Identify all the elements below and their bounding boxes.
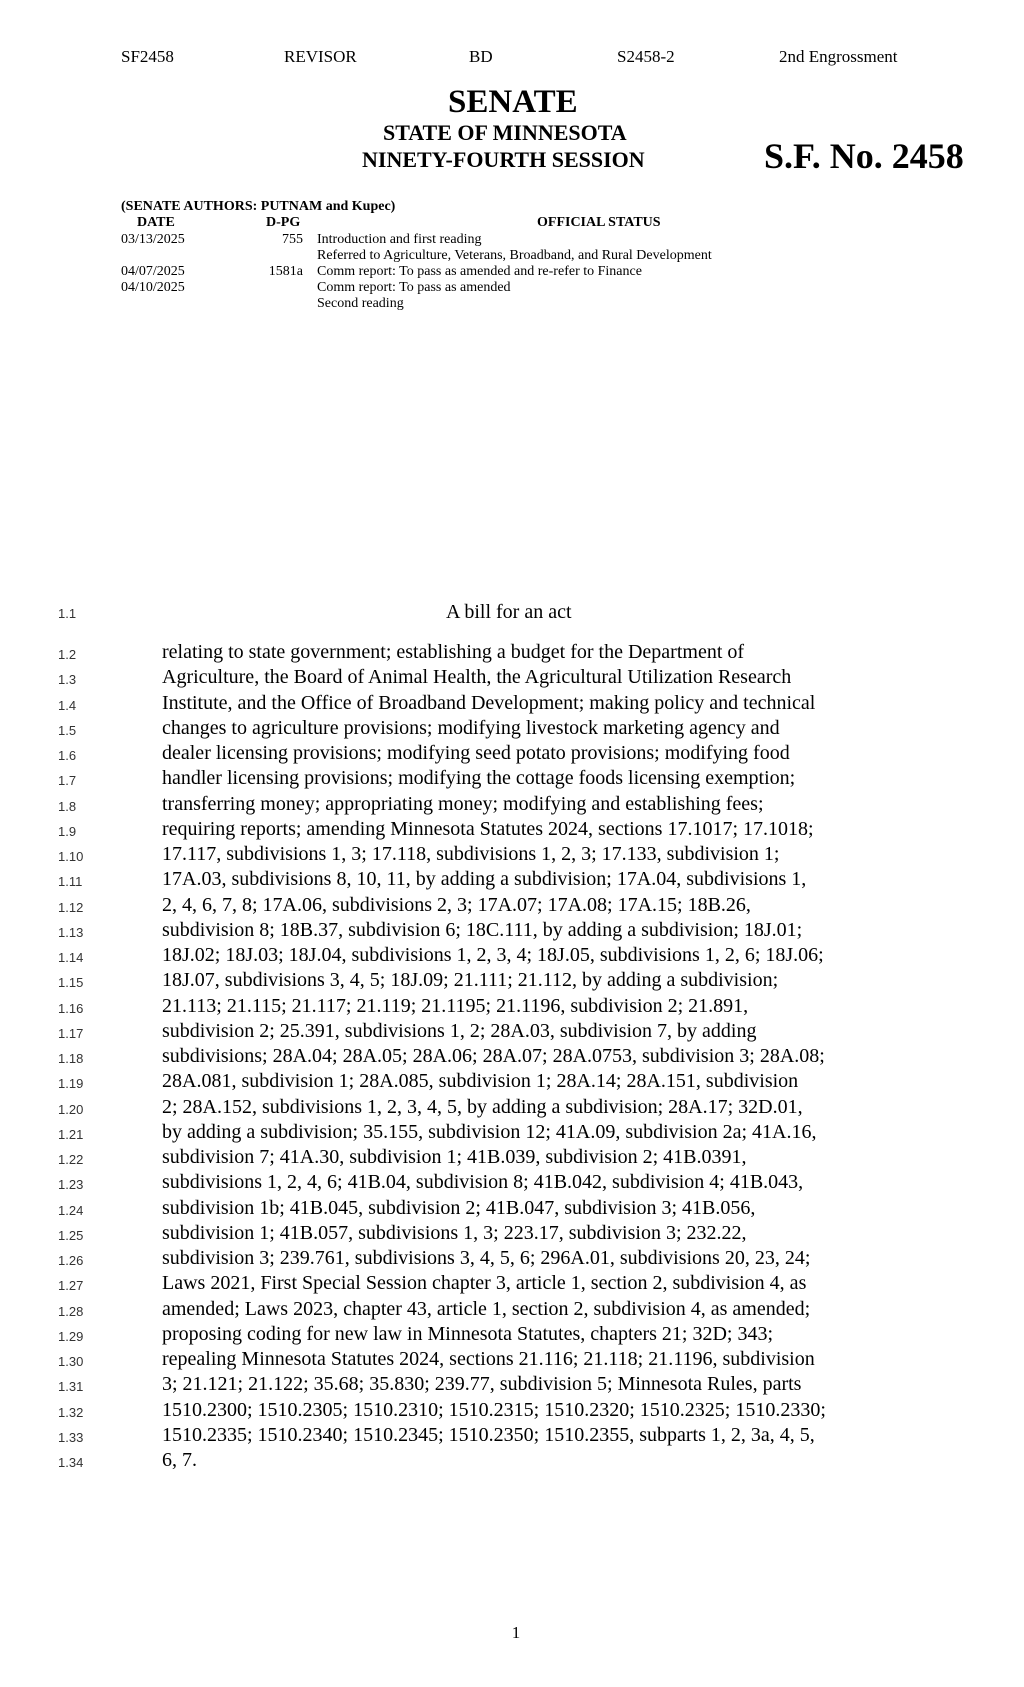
- bill-line: [0, 1424, 1024, 1449]
- line-number: 1.6: [58, 748, 77, 763]
- status-date: 04/07/2025: [121, 264, 185, 279]
- bill-line-text: 1510.2335; 1510.2340; 1510.2345; 1510.2350; 1510.2355, subparts 1, 2, 3a, 4, 5,: [162, 1423, 815, 1446]
- bill-line: [0, 1373, 1024, 1398]
- bill-line: [0, 868, 1024, 893]
- bill-line: [0, 717, 1024, 742]
- bill-line: [0, 666, 1024, 691]
- bill-line-text: 2, 4, 6, 7, 8; 17A.06, subdivisions 2, 3; 17A.07; 17A.08; 17A.15; 18B.26,: [162, 893, 751, 916]
- line-number: 1.31: [58, 1379, 84, 1395]
- bill-line-text: requiring reports; amending Minnesota Statutes 2024, sections 17.1017; 17.1018;: [162, 817, 814, 840]
- bill-line: [0, 1171, 1024, 1196]
- line-number: 1.10: [58, 849, 84, 864]
- line-number: 1.22: [58, 1152, 84, 1167]
- bill-line-text: 17.117, subdivisions 1, 3; 17.118, subdivisions 1, 2, 3; 17.133, subdivision 1;: [162, 843, 780, 865]
- line-number: 1.25: [58, 1227, 84, 1243]
- bill-line-text: Institute, and the Office of Broadband Development; making policy and technical: [162, 691, 816, 714]
- status-dpg: 755: [282, 232, 303, 247]
- bill-line-text: 17A.03, subdivisions 8, 10, 11, by adding a subdivision; 17A.04, subdivisions 1,: [162, 868, 807, 891]
- status-text: Comm report: To pass as amended: [317, 280, 511, 295]
- bill-line: [0, 1449, 1024, 1474]
- bill-line: [0, 919, 1024, 944]
- senate-authors: (SENATE AUTHORS: PUTNAM and Kupec): [121, 199, 396, 214]
- bill-line-text: subdivision 3; 239.761, subdivisions 3, 4, 5, 6; 296A.01, subdivisions 20, 23, 24;: [162, 1247, 811, 1269]
- bill-line-text: 3; 21.121; 21.122; 35.68; 35.830; 239.77, subdivision 5; Minnesota Rules, parts: [162, 1373, 802, 1396]
- line-number: 1.27: [58, 1278, 84, 1294]
- bill-line: [0, 692, 1024, 717]
- bill-line-text: 18J.07, subdivisions 3, 4, 5; 18J.09; 21.111; 21.112, by adding a subdivision;: [162, 969, 779, 992]
- bill-number: S.F. No. 2458: [764, 136, 964, 176]
- bill-line-text: 1510.2300; 1510.2305; 1510.2310; 1510.2315; 1510.2320; 1510.2325; 1510.2330;: [162, 1398, 826, 1421]
- bill-line-text: proposing coding for new law in Minnesota Statutes, chapters 21; 32D; 343;: [162, 1322, 774, 1345]
- status-row: [0, 232, 1024, 248]
- status-header-date: DATE: [137, 215, 175, 230]
- bill-line-text: changes to agriculture provisions; modifying livestock marketing agency and: [162, 716, 780, 739]
- status-row: [0, 264, 1024, 280]
- bill-line: [0, 1020, 1024, 1045]
- status-text: Comm report: To pass as amended and re-refer to Finance: [317, 264, 642, 279]
- bill-line: [0, 1197, 1024, 1222]
- line-number: 1.14: [58, 950, 84, 965]
- bill-line: [0, 1348, 1024, 1373]
- header-file-id: SF2458: [121, 47, 174, 66]
- bill-line-text: subdivision 1; 41B.057, subdivisions 1, 3; 223.17, subdivision 3; 232.22,: [162, 1221, 747, 1244]
- bill-line-text: subdivision 7; 41A.30, subdivision 1; 41B.039, subdivision 2; 41B.0391,: [162, 1146, 747, 1168]
- bill-line-text: transferring money; appropriating money; modifying and establishing fees;: [162, 792, 764, 815]
- status-header-official-status: OFFICIAL STATUS: [537, 215, 661, 230]
- line-number: 1.17: [58, 1025, 84, 1041]
- bill-line: [0, 1399, 1024, 1424]
- line-number: 1.29: [58, 1328, 84, 1344]
- bill-line: [0, 969, 1024, 994]
- bill-line-text: Laws 2021, First Special Session chapter 3, article 1, section 2, subdivision 4, as: [162, 1272, 807, 1295]
- bill-line-text: 6, 7.: [162, 1449, 197, 1471]
- line-number: 1.11: [58, 874, 83, 890]
- bill-line-text: 18J.02; 18J.03; 18J.04, subdivisions 1, 2, 3, 4; 18J.05, subdivisions 1, 2, 6; 18J.06;: [162, 944, 824, 966]
- bill-line-text: by adding a subdivision; 35.155, subdivision 12; 41A.09, subdivision 2a; 41A.16,: [162, 1120, 817, 1143]
- bill-line-text: 28A.081, subdivision 1; 28A.085, subdivision 1; 28A.14; 28A.151, subdivision: [162, 1070, 799, 1093]
- bill-line-text: Agriculture, the Board of Animal Health, the Agricultural Utilization Research: [162, 666, 792, 689]
- bill-line: [0, 1272, 1024, 1297]
- bill-line-text: subdivision 8; 18B.37, subdivision 6; 18C.111, by adding a subdivision; 18J.01;: [162, 918, 803, 941]
- bill-line: [0, 641, 1024, 666]
- bill-line: [0, 1045, 1024, 1070]
- status-text: Second reading: [317, 296, 404, 311]
- bill-line-text: 2; 28A.152, subdivisions 1, 2, 3, 4, 5, by adding a subdivision; 28A.17; 32D.01,: [162, 1095, 803, 1118]
- header-version: S2458-2: [617, 47, 675, 66]
- bill-line: [0, 767, 1024, 792]
- status-date: 04/10/2025: [121, 280, 185, 295]
- line-number: 1.4: [58, 697, 77, 713]
- bill-line: [0, 944, 1024, 969]
- status-row: [0, 296, 1024, 312]
- line-number: 1.21: [58, 1126, 84, 1142]
- bill-line-text: relating to state government; establishing a budget for the Department of: [162, 641, 745, 663]
- bill-line-text: handler licensing provisions; modifying the cottage foods licensing exemption;: [162, 767, 796, 790]
- bill-line-text: subdivision 2; 25.391, subdivisions 1, 2; 28A.03, subdivision 7, by adding: [162, 1019, 757, 1042]
- line-number: 1.3: [58, 672, 77, 688]
- line-number: 1.12: [58, 899, 84, 915]
- bill-line: [0, 793, 1024, 818]
- line-number: 1.23: [58, 1177, 84, 1193]
- bill-heading-text: A bill for an act: [446, 601, 572, 623]
- line-number: 1.2: [58, 647, 77, 662]
- line-number: 1.5: [58, 722, 77, 738]
- bill-line-text: 21.113; 21.115; 21.117; 21.119; 21.1195; 21.1196, subdivision 2; 21.891,: [162, 994, 749, 1017]
- bill-line-text: repealing Minnesota Statutes 2024, sections 21.116; 21.118; 21.1196, subdivision: [162, 1348, 815, 1370]
- bill-line-text: dealer licensing provisions; modifying seed potato provisions; modifying food: [162, 742, 790, 764]
- line-number: 1.30: [58, 1354, 84, 1369]
- line-number: 1.19: [58, 1076, 84, 1092]
- line-number: 1.7: [58, 773, 77, 789]
- bill-line-text: subdivisions 1, 2, 4, 6; 41B.04, subdivision 8; 41B.042, subdivision 4; 41B.043,: [162, 1171, 804, 1194]
- bill-line: [0, 1247, 1024, 1272]
- status-header-dpg: D-PG: [266, 215, 301, 230]
- line-number: 1.8: [58, 798, 77, 814]
- status-dpg: 1581a: [268, 264, 303, 279]
- line-number: 1.13: [58, 924, 84, 940]
- header-office: REVISOR: [284, 47, 357, 66]
- status-row: [0, 248, 1024, 264]
- page-number: 1: [511, 1623, 521, 1642]
- bill-line: [0, 1222, 1024, 1247]
- bill-line: [0, 818, 1024, 843]
- bill-line: [0, 894, 1024, 919]
- line-number: 1.9: [58, 823, 77, 839]
- line-number: 1.18: [58, 1051, 84, 1066]
- bill-line: [0, 1323, 1024, 1348]
- line-number: 1.15: [58, 975, 84, 991]
- bill-line: [0, 1146, 1024, 1171]
- line-number: 1.1: [58, 606, 77, 621]
- status-row: [0, 280, 1024, 296]
- bill-line: [0, 1298, 1024, 1323]
- status-text: Introduction and first reading: [317, 232, 482, 247]
- bill-line: [0, 742, 1024, 767]
- line-number: 1.28: [58, 1303, 84, 1319]
- bill-line: [0, 1070, 1024, 1095]
- bill-line-text: amended; Laws 2023, chapter 43, article 1, section 2, subdivision 4, as amended;: [162, 1297, 811, 1320]
- line-number: 1.16: [58, 1000, 84, 1016]
- line-number: 1.34: [58, 1455, 84, 1470]
- line-number: 1.33: [58, 1429, 84, 1445]
- line-number: 1.24: [58, 1202, 84, 1218]
- bill-line: [0, 995, 1024, 1020]
- header-initials: BD: [469, 47, 493, 66]
- bill-line: [0, 843, 1024, 868]
- bill-line-text: subdivision 1b; 41B.045, subdivision 2; 41B.047, subdivision 3; 41B.056,: [162, 1196, 756, 1219]
- line-number: 1.20: [58, 1101, 84, 1117]
- header-engrossment: 2nd Engrossment: [779, 47, 898, 66]
- line-number: 1.26: [58, 1253, 84, 1268]
- bill-line: [0, 1096, 1024, 1121]
- bill-line: [0, 1121, 1024, 1146]
- status-text: Referred to Agriculture, Veterans, Broadband, and Rural Development: [317, 248, 712, 263]
- status-date: 03/13/2025: [121, 232, 185, 247]
- line-number: 1.32: [58, 1404, 84, 1420]
- bill-line-text: subdivisions; 28A.04; 28A.05; 28A.06; 28A.07; 28A.0753, subdivision 3; 28A.08;: [162, 1045, 825, 1067]
